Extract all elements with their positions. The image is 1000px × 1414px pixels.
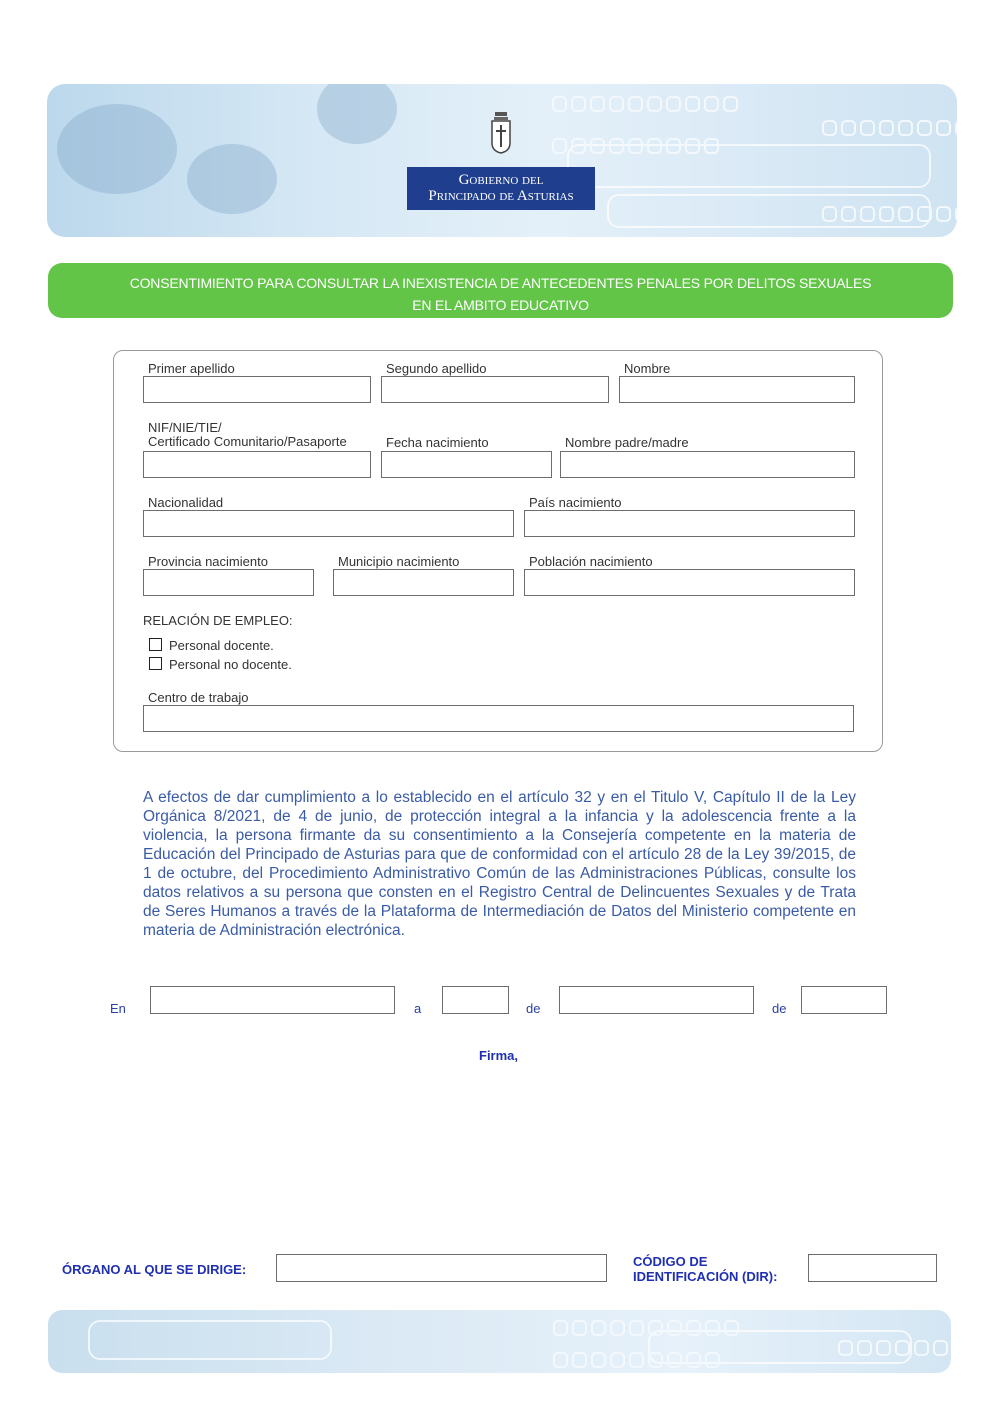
codigo-label-line-1: CÓDIGO DE <box>633 1254 708 1269</box>
logo-line-1: Gobierno del <box>458 172 544 188</box>
centro-trabajo-label: Centro de trabajo <box>148 690 249 705</box>
organo-field[interactable] <box>276 1254 607 1282</box>
title-line-2: EN EL AMBITO EDUCATIVO <box>412 297 589 313</box>
nif-label-line-2: Certificado Comunitario/Pasaporte <box>148 434 347 449</box>
pais-nacimiento-field[interactable] <box>524 510 855 537</box>
footer-banner <box>48 1310 951 1373</box>
segundo-apellido-label: Segundo apellido <box>386 361 487 376</box>
poblacion-nacimiento-field[interactable] <box>524 569 855 596</box>
fecha-nacimiento-field[interactable] <box>381 451 552 478</box>
day-field[interactable] <box>442 986 509 1014</box>
de-label-1: de <box>526 1001 541 1016</box>
personal-docente-checkbox[interactable] <box>149 638 162 651</box>
form-title <box>48 263 953 318</box>
provincia-nacimiento-field[interactable] <box>143 569 314 596</box>
pais-nacimiento-label: País nacimiento <box>529 495 622 510</box>
header-banner <box>47 84 957 237</box>
centro-trabajo-field[interactable] <box>143 705 854 732</box>
nif-field[interactable] <box>143 451 371 478</box>
nombre-label: Nombre <box>624 361 671 376</box>
personal-docente-label: Personal docente. <box>169 638 274 653</box>
month-field[interactable] <box>559 986 754 1014</box>
codigo-dir-field[interactable] <box>808 1254 937 1282</box>
year-field[interactable] <box>801 986 887 1014</box>
primer-apellido-field[interactable] <box>143 376 371 403</box>
municipio-nacimiento-field[interactable] <box>333 569 514 596</box>
poblacion-nacimiento-label: Población nacimiento <box>529 554 653 569</box>
government-logo <box>407 167 595 210</box>
codigo-label <box>633 1254 777 1284</box>
a-label: a <box>414 1001 422 1016</box>
nacionalidad-label: Nacionalidad <box>148 495 224 510</box>
nacionalidad-field[interactable] <box>143 510 514 537</box>
nombre-padre-madre-label: Nombre padre/madre <box>565 435 689 450</box>
asturias-crest-icon <box>489 112 513 154</box>
title-line-1: CONSENTIMIENTO PARA CONSULTAR LA INEXISTENCIA DE ANTECEDENTES PENALES POR DELITOS SEXUALES <box>129 275 872 291</box>
codigo-label-line-2: IDENTIFICACIÓN (DIR): <box>633 1269 778 1284</box>
signature-area[interactable] <box>300 1070 700 1220</box>
de-label-2: de <box>772 1001 787 1016</box>
firma-label: Firma, <box>479 1048 519 1063</box>
relacion-empleo-label: RELACIÓN DE EMPLEO: <box>143 613 293 628</box>
provincia-nacimiento-label: Provincia nacimiento <box>148 554 268 569</box>
nombre-field[interactable] <box>619 376 855 403</box>
personal-no-docente-checkbox[interactable] <box>149 657 162 670</box>
personal-no-docente-label: Personal no docente. <box>169 657 292 672</box>
organo-label: ÓRGANO AL QUE SE DIRIGE: <box>62 1262 247 1277</box>
en-label: En <box>110 1001 126 1016</box>
logo-line-2: Principado de Asturias <box>428 188 574 204</box>
nombre-padre-madre-field[interactable] <box>560 451 855 478</box>
segundo-apellido-field[interactable] <box>381 376 609 403</box>
primer-apellido-label: Primer apellido <box>148 361 235 376</box>
municipio-nacimiento-label: Municipio nacimiento <box>338 554 460 569</box>
consent-paragraph: A efectos de dar cumplimiento a lo establecido en el artículo 32 y en el Titulo V, Capítulo II de la Ley Orgánica 8/2021, de 4 de junio, de protección integral a la infancia y la adolescencia frente a la violencia, la persona firmante da su consentimiento a la Consejería competente en la materia de Educación del Principado de Asturias para que de conformidad con el artículo 28 de la Ley 39/2015, de 1 de octubre, del Procedimiento Administrativo Común de las Administraciones Públicas, consulte los datos relativos a su persona que consten en el Registro Central de Delincuentes Sexuales y de Trata de Seres Humanos a través de la Plataforma de Intermediación de Datos del Ministerio competente en materia de Administración electrónica. <box>143 789 856 939</box>
fecha-nacimiento-label: Fecha nacimiento <box>386 435 489 450</box>
nif-label-line-1: NIF/NIE/TIE/ <box>148 420 222 435</box>
nif-label <box>148 421 347 449</box>
place-field[interactable] <box>150 986 395 1014</box>
